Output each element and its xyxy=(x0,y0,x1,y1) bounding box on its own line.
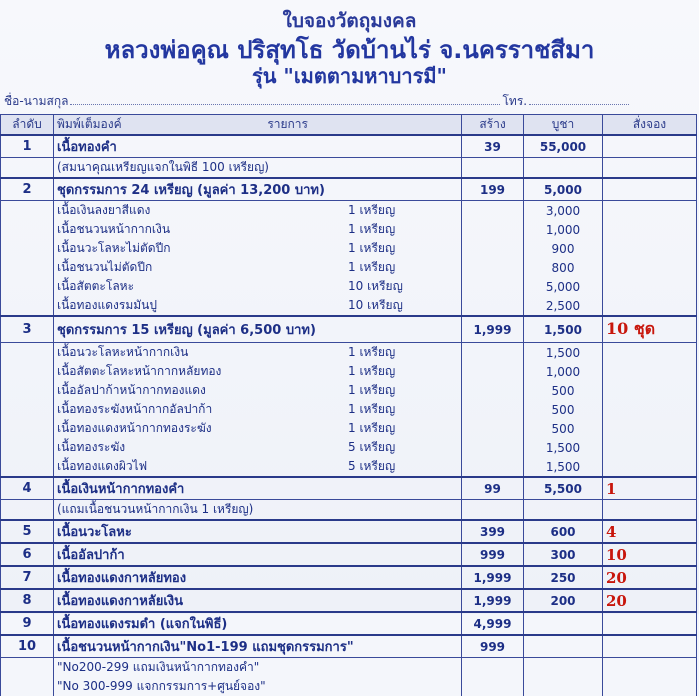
sub-item-qty: 5 เหรียญ xyxy=(348,440,396,454)
sub-item-text: เนื้อชนวนหน้ากากเงิน xyxy=(57,222,171,236)
sub-item-row xyxy=(1,201,697,221)
col-created: สร้าง xyxy=(462,115,524,136)
sub-item-line xyxy=(57,296,458,315)
item-name: เนื้อทองแดงรมดำ (แจกในพิธี) xyxy=(54,612,462,635)
sub-item-row xyxy=(1,277,697,296)
sub-item-price: 1,500 xyxy=(524,457,603,477)
sub-item-text: เนื้ออัลปาก้าหน้ากากทองแดง xyxy=(57,383,206,397)
col-no: ลำดับ xyxy=(1,115,54,136)
sub-row-number-cell xyxy=(1,362,54,381)
table-row xyxy=(1,178,697,201)
sub-item-qty: 5 เหรียญ xyxy=(348,459,396,473)
sub-item-text: (แถมเนื้อชนวนหน้ากากเงิน 1 เหรียญ) xyxy=(57,502,254,516)
sub-item-name xyxy=(54,362,462,381)
sub-row-number-cell xyxy=(1,158,54,179)
sub-created-cell xyxy=(462,400,524,419)
sub-item-qty: 1 เหรียญ xyxy=(348,402,396,416)
row-number: 9 xyxy=(1,612,54,635)
sub-item-name xyxy=(54,158,462,179)
sub-item-line xyxy=(57,239,458,258)
sub-item-qty: 10 เหรียญ xyxy=(348,298,403,312)
sub-item-price: 1,500 xyxy=(524,438,603,457)
sub-item-qty: 1 เหรียญ xyxy=(348,421,396,435)
sub-row-number-cell xyxy=(1,239,54,258)
sub-order-cell[interactable] xyxy=(603,400,697,419)
item-name: ชุดกรรมการ 24 เหรียญ (มูลค่า 13,200 บาท) xyxy=(54,178,462,201)
sub-created-cell xyxy=(462,296,524,316)
sub-item-text: เนื้อสัตตะโลหะ xyxy=(57,279,135,293)
sub-item-text: เนื้อนวะโลหะไม่ตัดปีก xyxy=(57,241,171,255)
sub-item-line xyxy=(57,400,458,419)
sub-item-price: 1,500 xyxy=(524,343,603,363)
row-number: 4 xyxy=(1,477,54,500)
created-count: 1,999 xyxy=(462,566,524,589)
sub-item-line xyxy=(57,419,458,438)
sub-item-name xyxy=(54,419,462,438)
sub-item-text: เนื้อทองระฆัง xyxy=(57,440,126,454)
col-item-label: รายการ xyxy=(267,117,308,131)
created-count: 1,999 xyxy=(462,589,524,612)
table-header xyxy=(1,115,697,136)
table-row xyxy=(1,566,697,589)
item-name: เนื้อเงินหน้ากากทองคำ xyxy=(54,477,462,500)
sub-item-qty: 1 เหรียญ xyxy=(348,222,396,236)
col-item xyxy=(54,115,462,136)
created-count: 99 xyxy=(462,477,524,500)
price: 300 xyxy=(524,543,603,566)
sub-item-price: 500 xyxy=(524,419,603,438)
sub-item-text: เนื้อสัตตะโลหะหน้ากากหลัยทอง xyxy=(57,364,222,378)
col-order: สั่งจอง xyxy=(603,115,697,136)
sub-created-cell xyxy=(462,457,524,477)
sub-item-name xyxy=(54,658,462,678)
sub-row-number-cell xyxy=(1,201,54,221)
order-quantity[interactable]: 4 xyxy=(603,520,697,543)
sub-created-cell xyxy=(462,677,524,696)
sub-item-line xyxy=(57,343,458,362)
sub-row-number-cell xyxy=(1,343,54,363)
sub-item-line xyxy=(57,258,458,277)
sub-item-text: เนื้อเงินลงยาสีแดง xyxy=(57,203,151,217)
sub-item-text: เนื้อชนวนไม่ตัดปีก xyxy=(57,260,153,274)
row-number: 7 xyxy=(1,566,54,589)
sub-item-price xyxy=(524,500,603,521)
sub-item-name xyxy=(54,277,462,296)
sub-row-number-cell xyxy=(1,258,54,277)
table-row xyxy=(1,589,697,612)
sub-item-price: 1,000 xyxy=(524,220,603,239)
sub-item-line xyxy=(57,158,458,177)
sub-row-number-cell xyxy=(1,220,54,239)
sub-item-name xyxy=(54,438,462,457)
item-name: เนื้ออัลปาก้า xyxy=(54,543,462,566)
order-quantity[interactable]: 1 xyxy=(603,477,697,500)
item-name: เนื้อทองคำ xyxy=(54,135,462,158)
item-name: เนื้อทองแดงกาหลัยเงิน xyxy=(54,589,462,612)
sub-item-line xyxy=(57,500,458,519)
sub-item-text: เนื้อทองแดงผิวไฟ xyxy=(57,459,148,473)
sub-created-cell xyxy=(462,201,524,221)
sub-item-qty: 1 เหรียญ xyxy=(348,364,396,378)
sub-item-qty xyxy=(348,500,458,519)
created-count: 4,999 xyxy=(462,612,524,635)
sub-item-row xyxy=(1,239,697,258)
sub-item-name xyxy=(54,201,462,221)
sub-item-row xyxy=(1,400,697,419)
sub-created-cell xyxy=(462,343,524,363)
sub-item-text: (สมนาคุณเหรียญแจกในพิธี 100 เหรียญ) xyxy=(57,160,269,174)
order-quantity[interactable]: 20 xyxy=(603,589,697,612)
price: 600 xyxy=(524,520,603,543)
form-title: ใบจองวัตถุมงคล xyxy=(282,10,417,32)
sub-item-line xyxy=(57,381,458,400)
sub-item-text: "No 300-999 แจกกรรมการ+ศูนย์จอง" xyxy=(57,679,266,693)
sub-created-cell xyxy=(462,419,524,438)
sub-created-cell xyxy=(462,158,524,179)
table-row xyxy=(1,477,697,500)
sub-item-price xyxy=(524,158,603,179)
price: 1,500 xyxy=(524,316,603,343)
sub-item-text: เนื้อทองแดงหน้ากากทองระฆัง xyxy=(57,421,212,435)
sub-created-cell xyxy=(462,658,524,678)
row-number: 1 xyxy=(1,135,54,158)
created-count: 199 xyxy=(462,178,524,201)
sub-item-qty xyxy=(348,158,458,177)
sub-item-name xyxy=(54,296,462,316)
order-quantity[interactable] xyxy=(603,178,697,201)
sub-item-price: 500 xyxy=(524,400,603,419)
sub-item-qty: 1 เหรียญ xyxy=(348,383,396,397)
price: 250 xyxy=(524,566,603,589)
sub-item-text: "No200-299 แถมเงินหน้ากากทองคำ" xyxy=(57,660,260,674)
monk-temple-title: หลวงพ่อคูณ ปริสุทโธ วัดบ้านไร่ จ.นครราชสีมา xyxy=(104,36,595,64)
sub-order-cell[interactable] xyxy=(603,419,697,438)
sub-item-row xyxy=(1,677,697,696)
sub-item-name xyxy=(54,343,462,363)
sub-item-row xyxy=(1,296,697,316)
sub-order-cell[interactable] xyxy=(603,220,697,239)
sub-item-price: 2,500 xyxy=(524,296,603,316)
sub-order-cell[interactable] xyxy=(603,658,697,678)
sub-row-number-cell xyxy=(1,400,54,419)
sub-item-row xyxy=(1,362,697,381)
item-name: เนื้อชนวนหน้ากากเงิน"No1-199 แถมชุดกรรมการ" xyxy=(54,635,462,658)
sub-created-cell xyxy=(462,258,524,277)
sub-item-name xyxy=(54,239,462,258)
sub-item-qty: 1 เหรียญ xyxy=(348,203,396,217)
row-number: 8 xyxy=(1,589,54,612)
sub-item-name xyxy=(54,457,462,477)
sub-item-name xyxy=(54,400,462,419)
sub-item-qty: 10 เหรียญ xyxy=(348,279,403,293)
sub-order-cell[interactable] xyxy=(603,239,697,258)
sub-created-cell xyxy=(462,362,524,381)
sub-created-cell xyxy=(462,220,524,239)
sub-created-cell xyxy=(462,500,524,521)
price xyxy=(524,612,603,635)
customer-info-line xyxy=(4,92,629,111)
sub-item-price xyxy=(524,658,603,678)
sub-row-number-cell xyxy=(1,381,54,400)
sub-item-row xyxy=(1,258,697,277)
sub-item-qty: 1 เหรียญ xyxy=(348,260,396,274)
created-count: 399 xyxy=(462,520,524,543)
sub-order-cell[interactable] xyxy=(603,343,697,363)
sub-order-cell[interactable] xyxy=(603,457,697,477)
sub-order-cell[interactable] xyxy=(603,296,697,316)
row-number: 2 xyxy=(1,178,54,201)
sub-order-cell[interactable] xyxy=(603,258,697,277)
phone-field[interactable] xyxy=(529,94,629,105)
sub-order-cell[interactable] xyxy=(603,158,697,179)
item-name: ชุดกรรมการ 15 เหรียญ (มูลค่า 6,500 บาท) xyxy=(54,316,462,343)
col-price: บูชา xyxy=(524,115,603,136)
price: 5,000 xyxy=(524,178,603,201)
sub-row-number-cell xyxy=(1,296,54,316)
sub-item-line xyxy=(57,658,458,677)
sub-row-number-cell xyxy=(1,500,54,521)
order-quantity[interactable]: 10 xyxy=(603,543,697,566)
sub-item-line xyxy=(57,438,458,457)
sub-item-price: 500 xyxy=(524,381,603,400)
sub-item-line xyxy=(57,220,458,239)
sub-row-number-cell xyxy=(1,457,54,477)
name-label: ชื่อ-นามสกุล xyxy=(4,94,69,108)
sub-item-text: เนื้อนวะโลหะหน้ากากเงิน xyxy=(57,345,189,359)
sub-created-cell xyxy=(462,381,524,400)
sub-item-qty: 1 เหรียญ xyxy=(348,345,396,359)
table-row xyxy=(1,612,697,635)
sub-created-cell xyxy=(462,277,524,296)
row-number: 3 xyxy=(1,316,54,343)
created-count: 39 xyxy=(462,135,524,158)
price: 55,000 xyxy=(524,135,603,158)
phone-label: โทร. xyxy=(502,94,528,108)
sub-item-name xyxy=(54,258,462,277)
order-table xyxy=(0,114,697,696)
sub-item-line xyxy=(57,201,458,220)
sub-item-row xyxy=(1,419,697,438)
sub-item-line xyxy=(57,457,458,476)
sub-item-price: 1,000 xyxy=(524,362,603,381)
table-row xyxy=(1,543,697,566)
name-field[interactable] xyxy=(70,94,500,105)
item-name: เนื้อทองแดงกาหลัยทอง xyxy=(54,566,462,589)
sub-item-price: 3,000 xyxy=(524,201,603,221)
sub-order-cell[interactable] xyxy=(603,362,697,381)
sub-item-name xyxy=(54,677,462,696)
sub-item-line xyxy=(57,277,458,296)
sub-item-text: เนื้อทองระฆังหน้ากากอัลปาก้า xyxy=(57,402,213,416)
sub-row-number-cell xyxy=(1,658,54,678)
sub-item-qty xyxy=(348,677,458,696)
sub-item-name xyxy=(54,381,462,400)
sub-order-cell[interactable] xyxy=(603,677,697,696)
created-count: 999 xyxy=(462,543,524,566)
price: 5,500 xyxy=(524,477,603,500)
price xyxy=(524,635,603,658)
table-row xyxy=(1,520,697,543)
sub-item-row xyxy=(1,500,697,521)
sub-item-row xyxy=(1,658,697,678)
sub-item-name xyxy=(54,220,462,239)
sub-order-cell[interactable] xyxy=(603,201,697,221)
row-number: 10 xyxy=(1,635,54,658)
sub-item-row xyxy=(1,381,697,400)
sub-item-row xyxy=(1,457,697,477)
item-name: เนื้อนวะโลหะ xyxy=(54,520,462,543)
table-body xyxy=(1,135,697,696)
row-number: 6 xyxy=(1,543,54,566)
order-quantity[interactable] xyxy=(603,612,697,635)
order-quantity[interactable] xyxy=(603,635,697,658)
order-quantity[interactable] xyxy=(603,135,697,158)
order-quantity[interactable]: 20 xyxy=(603,566,697,589)
sub-item-qty xyxy=(348,658,458,677)
sub-item-price: 800 xyxy=(524,258,603,277)
created-count: 999 xyxy=(462,635,524,658)
sub-item-line xyxy=(57,677,458,696)
sub-item-name xyxy=(54,500,462,521)
table-row xyxy=(1,135,697,158)
sub-order-cell[interactable] xyxy=(603,500,697,521)
sub-item-text: เนื้อทองแดงรมมันปู xyxy=(57,298,157,312)
created-count: 1,999 xyxy=(462,316,524,343)
sub-row-number-cell xyxy=(1,419,54,438)
table-row xyxy=(1,316,697,343)
sub-created-cell xyxy=(462,239,524,258)
sub-item-qty: 1 เหรียญ xyxy=(348,241,396,255)
series-title: รุ่น "เมตตามหาบารมี" xyxy=(252,64,447,88)
sub-item-row xyxy=(1,438,697,457)
order-quantity[interactable]: 10 ชุด xyxy=(603,316,697,343)
sub-item-row xyxy=(1,343,697,363)
sub-created-cell xyxy=(462,438,524,457)
col-print: พิมพ์เต็มองค์ xyxy=(57,117,122,131)
sub-item-price: 5,000 xyxy=(524,277,603,296)
sub-order-cell[interactable] xyxy=(603,438,697,457)
sub-item-price xyxy=(524,677,603,696)
sub-row-number-cell xyxy=(1,677,54,696)
sub-row-number-cell xyxy=(1,438,54,457)
price: 200 xyxy=(524,589,603,612)
sub-item-price: 900 xyxy=(524,239,603,258)
sub-row-number-cell xyxy=(1,277,54,296)
sub-item-row xyxy=(1,158,697,179)
sub-item-line xyxy=(57,362,458,381)
sub-item-row xyxy=(1,220,697,239)
row-number: 5 xyxy=(1,520,54,543)
sub-order-cell[interactable] xyxy=(603,277,697,296)
table-row xyxy=(1,635,697,658)
sub-order-cell[interactable] xyxy=(603,381,697,400)
